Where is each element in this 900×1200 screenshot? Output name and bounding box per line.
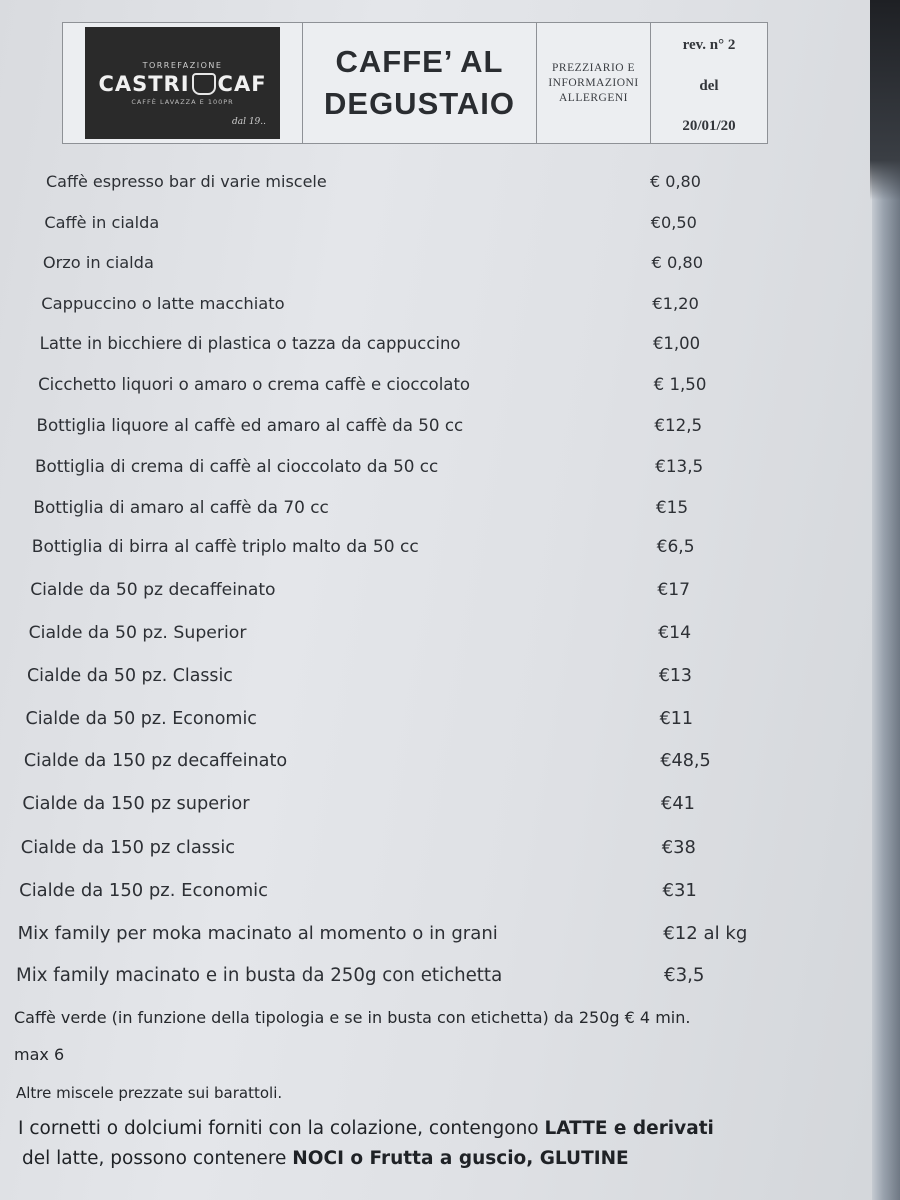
item-price: €14 xyxy=(658,623,692,643)
price-row xyxy=(0,334,900,360)
item-price: € 1,50 xyxy=(653,375,707,394)
price-row xyxy=(0,580,900,606)
revision-del: del xyxy=(699,77,719,94)
item-name: Cialde da 50 pz. Superior xyxy=(28,623,247,643)
price-row xyxy=(0,537,900,563)
item-price: €11 xyxy=(659,708,693,729)
title-line-2: DEGUSTAIO xyxy=(324,86,515,121)
item-price: €0,50 xyxy=(650,212,697,232)
price-row xyxy=(0,923,900,949)
price-row xyxy=(0,497,900,523)
logo-signature: dal 19.. xyxy=(231,117,266,127)
item-name: Cialde da 150 pz superior xyxy=(22,794,250,815)
allergen-line-1 xyxy=(18,1114,714,1144)
price-row xyxy=(0,666,900,692)
price-row xyxy=(0,623,900,649)
green-coffee-note-line-2: max 6 xyxy=(14,1045,65,1064)
item-name: Cialde da 150 pz classic xyxy=(20,837,236,858)
allergen-text-2: del latte xyxy=(22,1148,99,1169)
price-row xyxy=(0,965,900,991)
item-name: Cappuccino o latte macchiato xyxy=(41,293,285,313)
item-name: Bottiglia di amaro al caffè da 70 cc xyxy=(33,496,329,517)
item-price: € 0,80 xyxy=(650,172,701,191)
price-row xyxy=(0,880,900,906)
green-coffee-note-line-1: Caffè verde (in funzione della tipologia e se in busta con etichetta) da 250g € 4 min. xyxy=(14,1008,691,1027)
item-name: Cialde da 150 pz decaffeinato xyxy=(23,751,288,772)
item-name: Cialde da 50 pz. Economic xyxy=(25,708,257,729)
item-price: € 0,80 xyxy=(651,253,704,273)
logo-top-text: TORREFAZIONE xyxy=(142,60,223,70)
price-row xyxy=(0,794,900,820)
price-row xyxy=(0,375,900,401)
price-row xyxy=(0,294,900,320)
allergen-nuts-gluten: NOCI o Frutta a guscio, GLUTINE xyxy=(292,1148,629,1169)
item-name: Bottiglia liquore al caffè ed amaro al caffè da 50 cc xyxy=(36,415,464,435)
item-price: €17 xyxy=(657,580,691,601)
item-name: Cialde da 150 pz. Economic xyxy=(19,879,269,901)
item-name: Bottiglia di crema di caffè al cioccolato da 50 cc xyxy=(34,456,439,477)
item-name: Cialde da 50 pz decaffeinato xyxy=(30,580,276,601)
price-row xyxy=(0,416,900,442)
allergen-milk: LATTE e derivati xyxy=(544,1118,714,1139)
info-line-2: INFORMAZIONI xyxy=(548,76,639,89)
item-price: €15 xyxy=(655,496,689,517)
revision-date: 20/01/20 xyxy=(682,118,736,134)
item-price: €38 xyxy=(661,837,696,858)
price-row xyxy=(0,751,900,777)
price-row xyxy=(0,253,900,279)
item-price: €1,20 xyxy=(652,293,699,313)
price-row xyxy=(0,172,900,198)
logo-subtitle: CAFFÈ LAVAZZA E 100PR xyxy=(131,97,234,106)
price-row xyxy=(0,213,900,239)
item-price: €13 xyxy=(658,665,692,686)
item-price: €12,5 xyxy=(654,415,703,435)
item-price: €3,5 xyxy=(664,965,705,987)
info-line-1: PREZZIARIO E xyxy=(552,61,635,74)
item-name: Caffè in cialda xyxy=(44,212,160,232)
item-name: Cialde da 50 pz. Classic xyxy=(27,665,233,686)
revision-number: rev. n° 2 xyxy=(682,37,736,53)
item-name: Bottiglia di birra al caffè triplo malto da 50 cc xyxy=(31,537,419,558)
allergen-text-1: I cornetti o dolciumi forniti con la colazione, contengono xyxy=(18,1118,545,1139)
price-row xyxy=(0,709,900,735)
allergen-notice xyxy=(18,1114,714,1174)
item-price: €41 xyxy=(661,794,695,815)
item-price: €6,5 xyxy=(656,537,695,558)
item-name: Cicchetto liquori o amaro o crema caffè e cioccolato xyxy=(38,375,471,394)
logo-name-left: CASTRI xyxy=(98,71,190,96)
other-blends-note: Altre miscele prezzate sui barattoli. xyxy=(16,1084,283,1102)
item-price: €12 al kg xyxy=(663,922,748,944)
title-line-1: CAFFE’ AL xyxy=(335,44,504,79)
logo-name-right: CAF xyxy=(217,71,267,96)
item-name: Mix family per moka macinato al momento o in grani xyxy=(17,922,498,944)
price-row xyxy=(0,456,900,482)
info-line-3: ALLERGENI xyxy=(558,91,628,104)
item-name: Mix family macinato e in busta da 250g con etichetta xyxy=(16,965,503,987)
item-price: €48,5 xyxy=(660,751,711,772)
item-name: Caffè espresso bar di varie miscele xyxy=(46,172,327,191)
price-row xyxy=(0,837,900,863)
allergen-text-3: , possono contenere xyxy=(98,1148,293,1169)
item-price: €31 xyxy=(662,879,697,901)
allergen-line-2 xyxy=(18,1144,714,1174)
item-name: Orzo in cialda xyxy=(42,253,154,273)
item-price: €13,5 xyxy=(655,456,704,477)
item-price: €1,00 xyxy=(652,334,701,354)
item-name: Latte in bicchiere di plastica o tazza da cappuccino xyxy=(39,334,461,354)
